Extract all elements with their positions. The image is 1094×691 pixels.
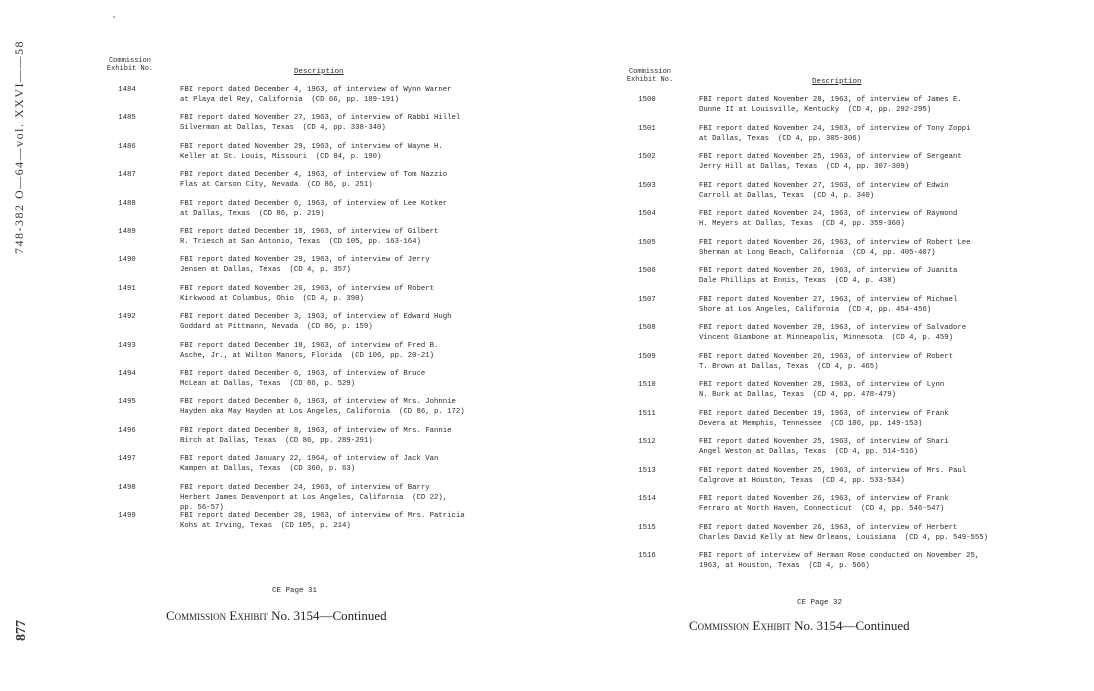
exhibit-number: 1504 [638,210,656,218]
exhibit-number: 1503 [638,181,656,190]
exhibit-description: FBI report dated November 26, 1963, of interview of Robert Kirkwood at Columbus, Ohio (CD 4, p. 390) [180,284,434,303]
exhibit-number: 1502 [638,153,656,161]
exhibit-number: 1496 [118,426,136,435]
exhibit-description: FBI report of interview of Herman Rose conducted on November 25, 1963, at Houston, Texas (CD 4, p. 566) [699,552,980,570]
exhibit-number: 1488 [118,199,136,208]
exhibit-description: FBI report dated December 6, 1963, of interview of Mrs. Johnnie Hayden aka May Hayden at Los Angeles, California (CD 86, p. 172) [180,398,465,417]
exhibit-number: 1500 [638,96,656,104]
margin-page-number: 877 [14,620,29,641]
exhibit-number: 1516 [638,552,656,560]
exhibit-number: 1514 [638,495,656,503]
header-exhibit-no: Commission Exhibit No. [626,68,674,84]
footer-caption [689,618,910,633]
exhibit-description: FBI report dated November 25, 1963, of interview of Sergeant Jerry Hill at Dallas, Texas (CD 4, pp. 307-309) [699,153,962,171]
exhibit-number: 1510 [638,381,656,389]
exhibit-description: FBI report dated November 25, 1963, of interview of Mrs. Paul Calgrove at Houston, Texas (CD 4, pp. 533-534) [699,466,967,485]
exhibit-description: FBI report dated December 19, 1963, of interview of Frank Devera at Memphis, Tennessee (CD 106, pp. 149-153) [699,409,949,428]
exhibit-number: 1492 [118,313,136,322]
header-exhibit-no: Commission Exhibit No. [106,57,154,73]
footer-rest: No. 3154—Continued [267,608,387,623]
exhibit-description: FBI report dated November 25, 1963, of interview of Shari Angel Weston at Dallas, Texas (CD 4, pp. 514-516) [699,438,949,456]
exhibit-description: FBI report dated January 22, 1964, of interview of Jack Van Kampen at Dallas, Texas (CD 360, p. 63) [180,455,439,474]
exhibit-number: 1507 [638,295,656,304]
exhibit-number: 1498 [118,483,136,492]
exhibit-description: FBI report dated December 24, 1963, of interview of Barry Herbert James Deavenport at Los Angeles, California (CD 22), pp. 56-57) [180,483,448,512]
exhibit-description: FBI report dated November 26, 1963, of interview of Herbert Charles David Kelly at New Orleans, Louisiana (CD 4, pp. 549-555) [699,523,989,542]
exhibit-number: 1486 [118,142,136,151]
exhibit-description: FBI report dated November 28, 1963, of interview of Lynn N. Burk at Dallas, Texas (CD 4, pp. 478-479) [699,381,945,399]
footer-caps: Commission Exhibit [166,608,268,623]
exhibit-description: FBI report dated December 6, 1963, of interview of Lee Kotker at Dallas, Texas (CD 86, p. 219) [180,199,448,218]
exhibit-description: FBI report dated December 18, 1963, of interview of Gilbert R. Triesch at San Antonio, Texas (CD 105, pp. 163-164) [180,228,439,246]
exhibit-number: 1487 [118,171,136,180]
exhibit-number: 1491 [118,284,136,293]
exhibit-description: FBI report dated November 29, 1963, of interview of Wayne H. Keller at St. Louis, Missouri (CD 84, p. 190) [180,142,443,161]
exhibit-description: FBI report dated December 8, 1963, of interview of Mrs. Fannie Birch at Dallas, Texas (CD 86, pp. 289-291) [180,426,452,445]
exhibit-description: FBI report dated November 26, 1963, of interview of Robert T. Brown at Dallas, Texas (CD 4, p. 465) [699,352,953,371]
exhibit-number: 1511 [638,409,656,418]
exhibit-number: 1485 [118,114,136,123]
exhibit-description: FBI report dated November 28, 1963, of interview of Salvadore Vincent Giambone at Minneapolis, Minnesota (CD 4, p. 459) [699,324,967,342]
exhibit-description: FBI report dated December 6, 1963, of interview of Bruce McLean at Dallas, Texas (CD 86, p. 529) [180,370,426,388]
exhibit-number: 1495 [118,398,136,407]
exhibit-number: 1489 [118,228,136,236]
header-description: Description [294,68,344,76]
exhibit-number: 1515 [638,523,656,532]
exhibit-description: FBI report dated November 28, 1963, of interview of James E. Dunne II at Louisville, Kentucky (CD 4, pp. 292-295) [699,96,962,114]
exhibit-description: FBI report dated December 3, 1963, of interview of Edward Hugh Goddard at Pittmann, Nevada (CD 86, p. 159) [180,313,452,332]
exhibit-number: 1494 [118,370,136,378]
exhibit-number: 1501 [638,124,656,133]
exhibit-description: FBI report dated December 4, 1963, of interview of Wynn Warner at Playa del Rey, California (CD 66, pp. 189-191) [180,86,452,104]
exhibit-description: FBI report dated November 27, 1963, of interview of Edwin Carroll at Dallas, Texas (CD 4, p. 340) [699,181,949,200]
exhibit-number: 1513 [638,466,656,475]
exhibit-description: FBI report dated December 20, 1963, of interview of Mrs. Patricia Kohs at Irving, Texas (CD 105, p. 214) [180,512,465,530]
exhibit-number: 1505 [638,238,656,247]
exhibit-number: 1512 [638,438,656,446]
exhibit-number: 1506 [638,267,656,275]
exhibit-description: FBI report dated November 24, 1963, of interview of Raymond H. Meyers at Dallas, Texas (CD 4, pp. 359-360) [699,210,958,228]
exhibit-description: FBI report dated December 18, 1963, of interview of Fred B. Asche, Jr., at Wilton Manors, Florida (CD 106, pp. 20-21) [180,341,439,360]
exhibit-description: FBI report dated November 27, 1963, of interview of Michael Shore at Los Angeles, California (CD 4, pp. 454-456) [699,295,958,314]
footer-rest: No. 3154—Continued [790,618,910,633]
exhibit-number: 1508 [638,324,656,332]
footer-caps: Commission Exhibit [689,618,791,633]
exhibit-description: FBI report dated November 26, 1963, of interview of Robert Lee Sherman at Long Beach, California (CD 4, pp. 405-407) [699,238,971,257]
exhibit-number: 1497 [118,455,136,464]
exhibit-description: FBI report dated November 26, 1963, of interview of Frank Ferraro at North Haven, Connecticut (CD 4, pp. 546-547) [699,495,949,513]
exhibit-number: 1499 [118,512,136,520]
ce-page-label: CE Page 31 [272,587,318,595]
exhibit-description: FBI report dated November 24, 1963, of interview of Tony Zoppi at Dallas, Texas (CD 4, pp. 305-306) [699,124,971,143]
exhibit-number: 1493 [118,341,136,350]
exhibit-description: FBI report dated November 29, 1963, of interview of Jerry Jensen at Dallas, Texas (CD 4, p. 357) [180,256,430,275]
exhibit-description: FBI report dated December 4, 1963, of interview of Tom Nazzio Flas at Carson City, Nevada (CD 86, p. 251) [180,171,448,190]
exhibit-number: 1484 [118,86,136,94]
margin-volume-note: 748-382 O—64—vol. XXVI——58 [12,40,26,254]
exhibit-description: FBI report dated November 26, 1963, of interview of Juanita Dale Phillips at Ennis, Texas (CD 4, p. 438) [699,267,958,285]
exhibit-number: 1509 [638,352,656,361]
exhibit-number: 1490 [118,256,136,265]
exhibit-description: FBI report dated November 27, 1963, of interview of Rabbi Hillel Silverman at Dallas, Texas (CD 4, pp. 338-340) [180,114,461,133]
ce-page-label: CE Page 32 [797,599,843,607]
header-description: Description [812,78,862,86]
